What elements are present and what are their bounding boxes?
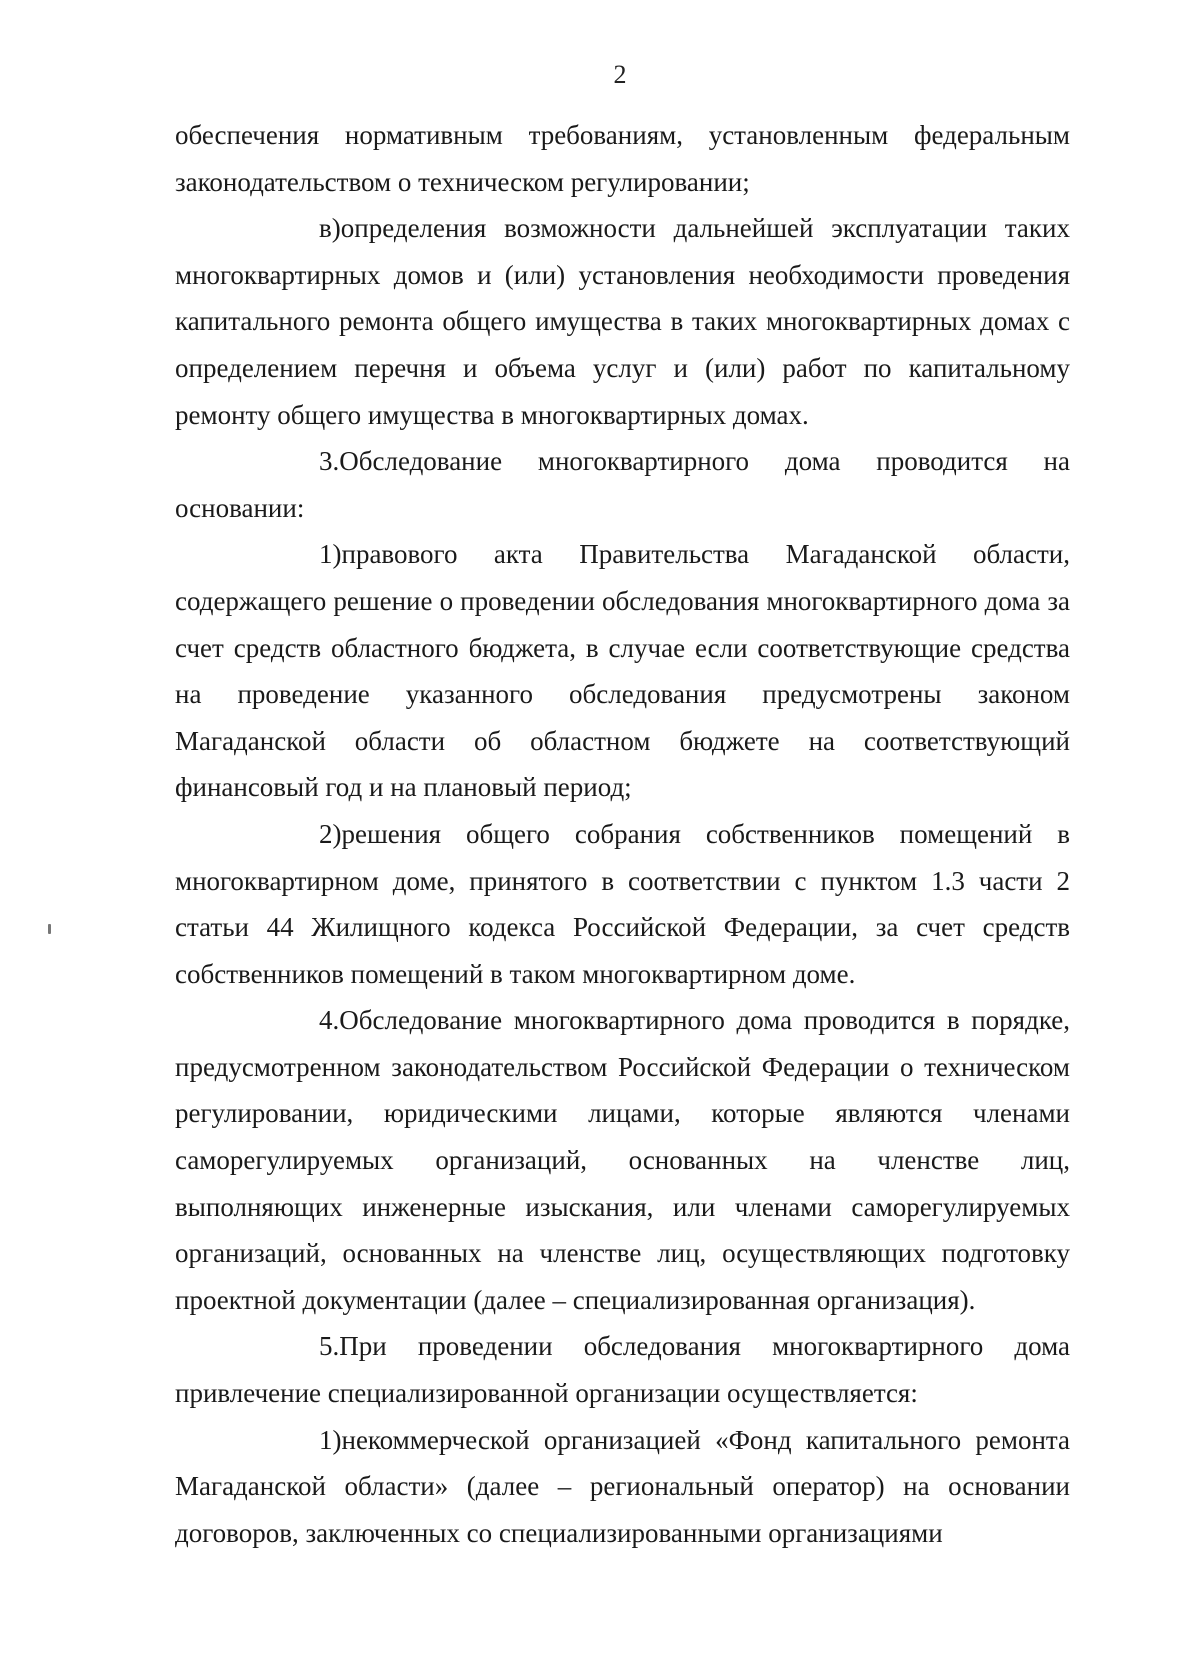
page-number: 2 <box>613 60 627 89</box>
paragraph-text: При проведении обследования многоквартирного дома привлечение специализированной организации осуществляется: <box>175 1331 1070 1409</box>
paragraph-number: в) <box>319 213 341 244</box>
paragraph <box>175 811 1070 997</box>
document-body <box>175 112 1070 1556</box>
paragraph-number: 1) <box>319 1424 342 1455</box>
paragraph <box>175 1323 1070 1416</box>
paragraph-text: правового акта Правительства Магаданской области, содержащего решение о проведении обследования многоквартирного дома за счет средств областного бюджета, в случае если соответствующие средства на проведение указанного обследования предусмотрены законом Магаданской области об областном бюджете на соответствующий финансовый год и на плановый период; <box>175 539 1070 803</box>
paragraph-text: обеспечения нормативным требованиям, установленным федеральным законодательством о техническом регулировании; <box>175 120 1070 197</box>
paragraph-number: 4. <box>319 1005 340 1036</box>
paragraph-text: Обследование многоквартирного дома проводится на основании: <box>175 446 1070 523</box>
paragraph-text: некоммерческой организацией «Фонд капитального ремонта Магаданской области» (далее – региональный оператор) на основании договоров, заключенных со специализированными организациями <box>175 1424 1070 1548</box>
paragraph-text: решения общего собрания собственников помещений в многоквартирном доме, принятого в соответствии с пунктом 1.3 части 2 статьи 44 Жилищного кодекса Российской Федерации, за счет средств собственников помещений в таком многоквартирном доме. <box>175 818 1070 989</box>
paragraph-number: 3. <box>319 446 340 477</box>
paragraph-number: 2) <box>319 818 342 849</box>
paragraph-number: 5. <box>319 1331 340 1362</box>
paragraph <box>175 438 1070 531</box>
paragraph <box>175 1417 1070 1557</box>
paragraph-text: определения возможности дальнейшей эксплуатации таких многоквартирных домов и (или) установления необходимости проведения капитального ремонта общего имущества в таких многоквартирных домах с определением перечня и объема услуг и (или) работ по капитальному ремонту общего имущества в многоквартирных домах. <box>175 213 1070 430</box>
paragraph <box>175 205 1070 438</box>
paragraph <box>175 112 1070 205</box>
paragraph-text: Обследование многоквартирного дома проводится в порядке, предусмотренном законодательством Российской Федерации о техническом регулировании, юридическими лицами, которые являются членами саморегулируемых организаций, основанных на членстве лиц, выполняющих инженерные изыскания, или членами саморегулируемых организаций, основанных на членстве лиц, осуществляющих подготовку проектной документации (далее – специализированная организация). <box>175 1005 1070 1315</box>
scan-speck <box>48 924 51 934</box>
paragraph <box>175 997 1070 1323</box>
paragraph <box>175 531 1070 811</box>
paragraph-number: 1) <box>319 539 342 570</box>
